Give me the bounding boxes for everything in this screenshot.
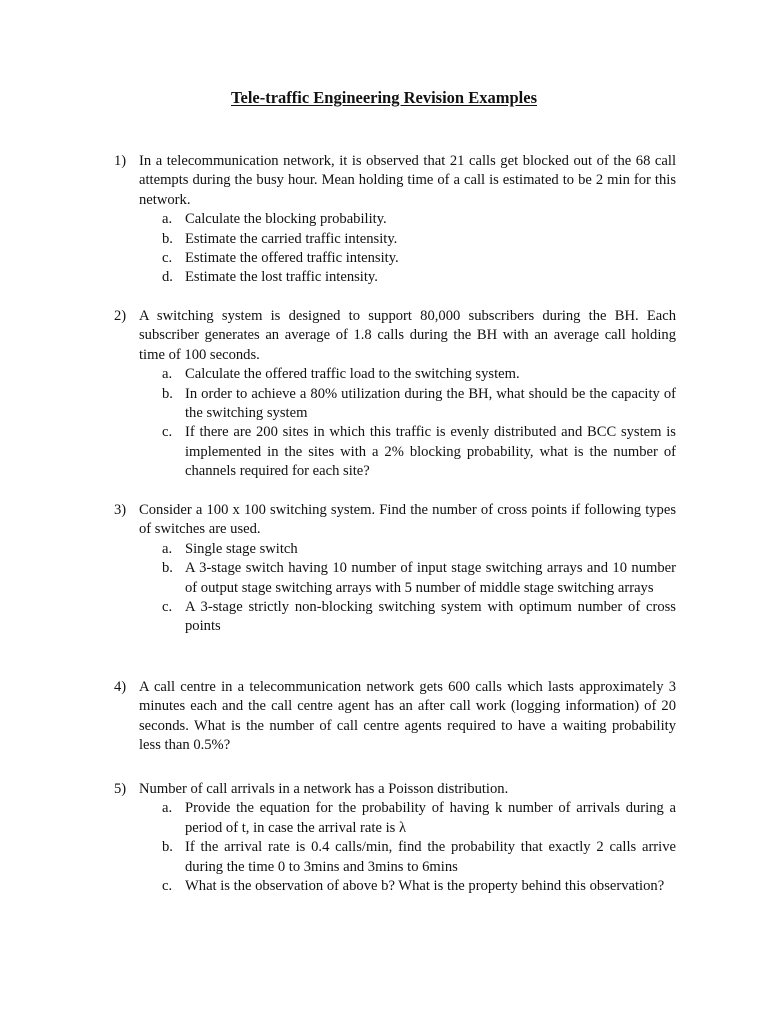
sub-question-letter: c.	[162, 250, 173, 267]
sub-question-1b	[162, 230, 676, 249]
sub-question-3c	[162, 598, 676, 637]
sub-question-letter: a.	[162, 211, 173, 228]
document-title-text: Tele-traffic Engineering Revision Examples	[231, 88, 537, 107]
question-1	[114, 152, 676, 288]
sub-question-text: Provide the equation for the probability of having k number of arrivals during a period of t, in case the arrival rate is λ	[185, 800, 676, 836]
sub-question-text: Estimate the carried traffic intensity.	[185, 230, 398, 247]
sub-question-letter: b.	[162, 839, 173, 856]
sub-question-letter: b.	[162, 385, 173, 402]
sub-question-2b	[162, 385, 676, 424]
sub-question-2c	[162, 423, 676, 481]
question-text: Consider a 100 x 100 switching system. Find the number of cross points if following types of switches are used.	[139, 502, 676, 538]
question-number: 5)	[114, 781, 127, 797]
sub-question-1c	[162, 249, 676, 268]
question-4	[114, 678, 676, 756]
sub-question-5c	[162, 877, 676, 896]
sub-question-text: Estimate the lost traffic intensity.	[185, 269, 378, 286]
question-text: A switching system is designed to support 80,000 subscribers during the BH. Each subscriber generates an average of 1.8 calls during the BH with an average call holding time of 100 seconds.	[139, 308, 676, 363]
sub-question-letter: c.	[162, 424, 173, 441]
question-number: 3)	[114, 502, 127, 518]
question-5	[114, 780, 676, 896]
sub-question-text: A 3-stage switch having 10 number of input stage switching arrays and 10 number of output stage switching arrays with 5 number of middle stage switching arrays	[185, 560, 676, 596]
sub-question-letter: c.	[162, 599, 173, 616]
sub-question-text: If there are 200 sites in which this traffic is evenly distributed and BCC system is implemented in the sites with a 2% blocking probability, what is the number of channels required for each site?	[185, 424, 676, 480]
question-text: A call centre in a telecommunication network gets 600 calls which lasts approximately 3 minutes each and the call centre agent has an after call work (logging information) of 20 seconds. What is the number of call centre agents required to have a waiting probability less than 0.5%?	[139, 679, 676, 754]
sub-question-letter: a.	[162, 366, 173, 383]
sub-question-text: Calculate the offered traffic load to the switching system.	[185, 366, 520, 383]
sub-question-text: What is the observation of above b? What is the property behind this observation?	[185, 878, 665, 895]
sub-question-5b	[162, 838, 676, 877]
sub-question-letter: b.	[162, 560, 173, 577]
question-2	[114, 307, 676, 482]
sub-question-3a	[162, 540, 676, 559]
sub-question-5a	[162, 799, 676, 838]
sub-question-letter: b.	[162, 230, 173, 247]
sub-question-letter: c.	[162, 878, 173, 895]
question-text: In a telecommunication network, it is observed that 21 calls get blocked out of the 68 call attempts during the busy hour. Mean holding time of a call is estimated to be 2 min for this network.	[139, 153, 676, 208]
sub-question-text: Estimate the offered traffic intensity.	[185, 250, 399, 267]
question-number: 4)	[114, 679, 127, 695]
sub-question-1d	[162, 268, 676, 287]
sub-question-1a	[162, 210, 676, 229]
question-3	[114, 501, 676, 637]
question-number: 2)	[114, 308, 127, 324]
sub-question-text: If the arrival rate is 0.4 calls/min, find the probability that exactly 2 calls arrive during the time 0 to 3mins and 3mins to 6mins	[185, 839, 676, 875]
sub-question-2a	[162, 365, 676, 384]
sub-question-text: In order to achieve a 80% utilization during the BH, what should be the capacity of the switching system	[185, 385, 676, 422]
sub-question-text: A 3-stage strictly non-blocking switching system with optimum number of cross points	[185, 599, 676, 635]
question-text: Number of call arrivals in a network has a Poisson distribution.	[139, 781, 509, 797]
sub-question-text: Calculate the blocking probability.	[185, 211, 387, 228]
document-title	[0, 88, 768, 108]
sub-question-3b	[162, 559, 676, 598]
sub-question-letter: a.	[162, 800, 173, 817]
sub-question-letter: a.	[162, 540, 173, 557]
question-number: 1)	[114, 153, 127, 169]
sub-question-text: Single stage switch	[185, 540, 298, 557]
sub-question-letter: d.	[162, 269, 173, 286]
